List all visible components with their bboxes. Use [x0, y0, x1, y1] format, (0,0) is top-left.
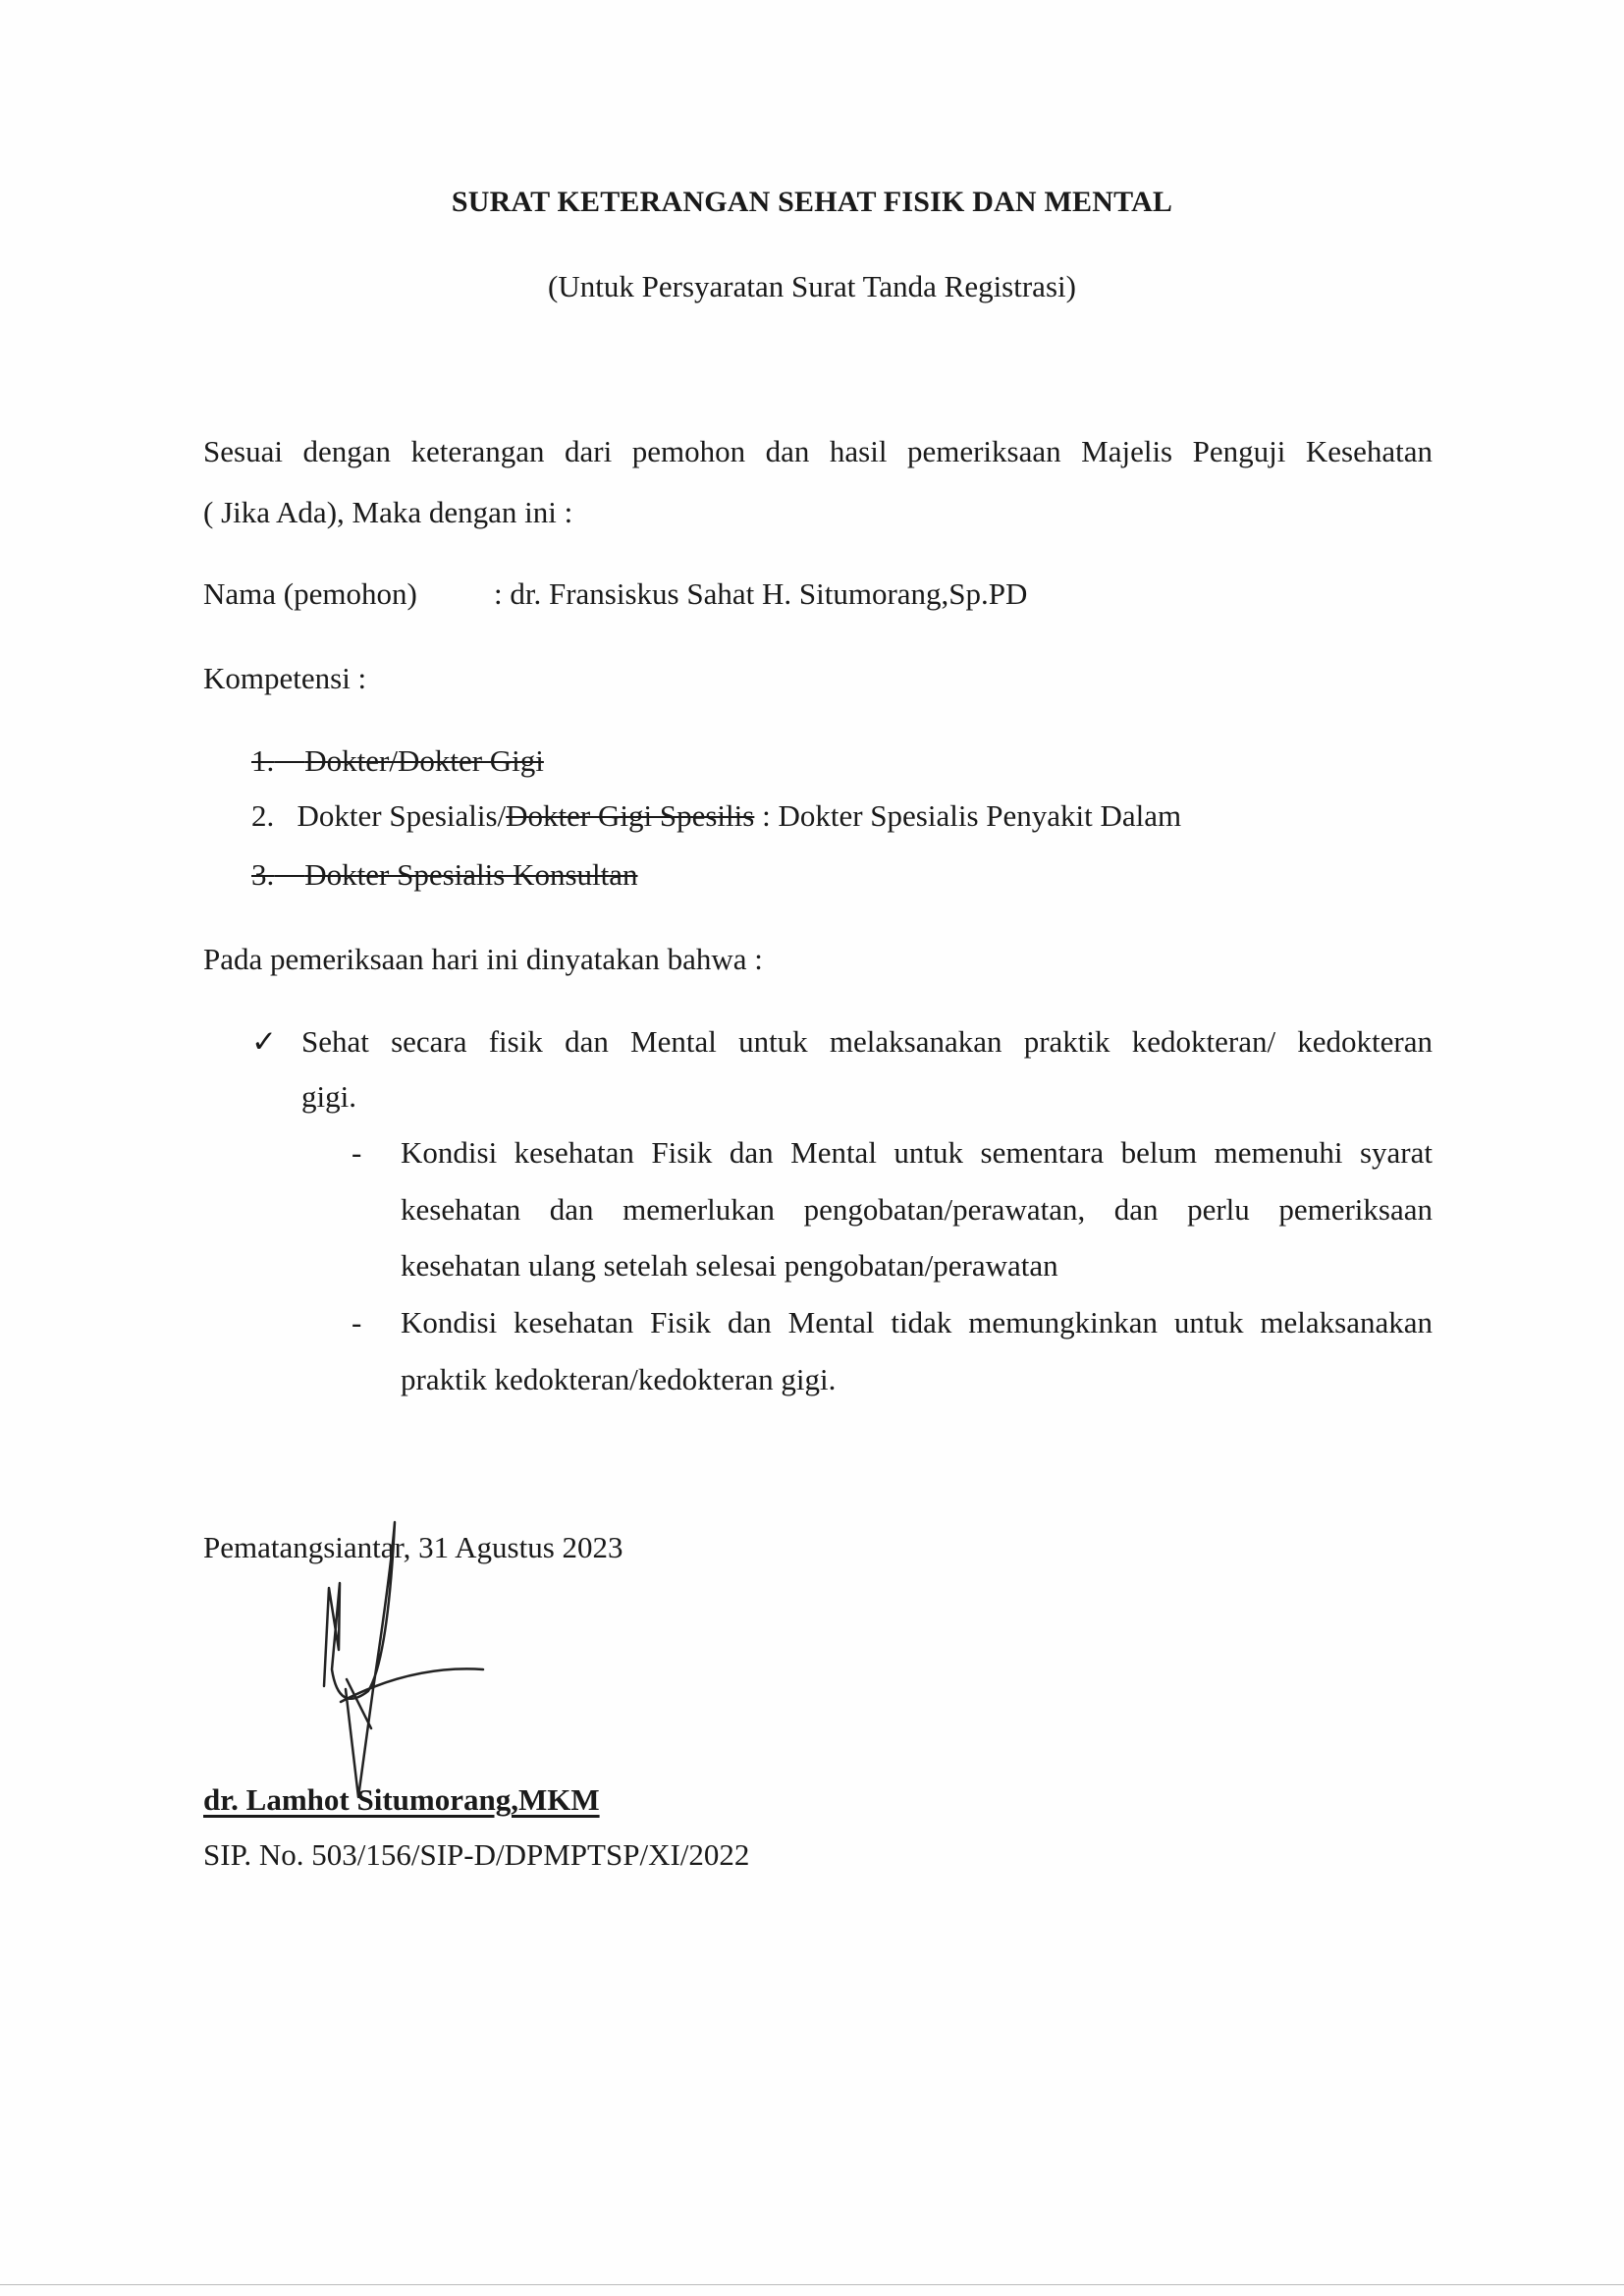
- competence-label: Kompetensi :: [203, 661, 367, 695]
- document-subtitle: (Untuk Persyaratan Surat Tanda Registrasi): [548, 269, 1076, 303]
- signature-stroke: [324, 1522, 395, 1797]
- applicant-name: : dr. Fransiskus Sahat H. Situmorang,Sp.PD: [494, 576, 1028, 611]
- document-title: SURAT KETERANGAN SEHAT FISIK DAN MENTAL: [451, 186, 1173, 218]
- option-3-line-1: Kondisi kesehatan Fisik dan Mental tidak memungkinkan untuk melaksanakan: [401, 1305, 1433, 1339]
- intro-line-2: ( Jika Ada), Maka dengan ini :: [203, 495, 573, 529]
- option-2-line-3: kesehatan ulang setelah selesai pengobatan/perawatan: [401, 1248, 1058, 1283]
- competence-item-1: 1. Dokter/Dokter Gigi: [251, 743, 544, 778]
- place-date: Pematangsiantar, 31 Agustus 2023: [203, 1530, 623, 1564]
- applicant-label: Nama (pemohon): [203, 576, 417, 611]
- scan-edge-line: [0, 2284, 1624, 2285]
- checked-option-line-1: Sehat secara fisik dan Mental untuk melaksanakan praktik kedokteran/ kedokteran: [301, 1024, 1433, 1059]
- checkmark-icon: ✓: [251, 1024, 277, 1059]
- signatory-license: SIP. No. 503/156/SIP-D/DPMPTSP/XI/2022: [203, 1837, 750, 1872]
- dash-bullet: -: [352, 1135, 362, 1170]
- dash-bullet: -: [352, 1305, 362, 1339]
- signature-stroke: [341, 1668, 483, 1702]
- result-label: Pada pemeriksaan hari ini dinyatakan bahwa :: [203, 942, 763, 976]
- competence-item-3: 3. Dokter Spesialis Konsultan: [251, 857, 638, 892]
- signatory-name: dr. Lamhot Situmorang,MKM: [203, 1782, 600, 1817]
- intro-line-1: Sesuai dengan keterangan dari pemohon dan hasil pemeriksaan Majelis Penguji Kesehatan: [203, 434, 1433, 468]
- option-2-line-1: Kondisi kesehatan Fisik dan Mental untuk sementara belum memenuhi syarat: [401, 1135, 1433, 1170]
- option-2-line-2: kesehatan dan memerlukan pengobatan/perawatan, dan perlu pemeriksaan: [401, 1192, 1433, 1227]
- option-3-line-2: praktik kedokteran/kedokteran gigi.: [401, 1362, 837, 1396]
- competence-item-2: 2. Dokter Spesialis/Dokter Gigi Spesilis : Dokter Spesialis Penyakit Dalam: [251, 798, 1182, 833]
- checked-option-line-2: gigi.: [301, 1079, 356, 1114]
